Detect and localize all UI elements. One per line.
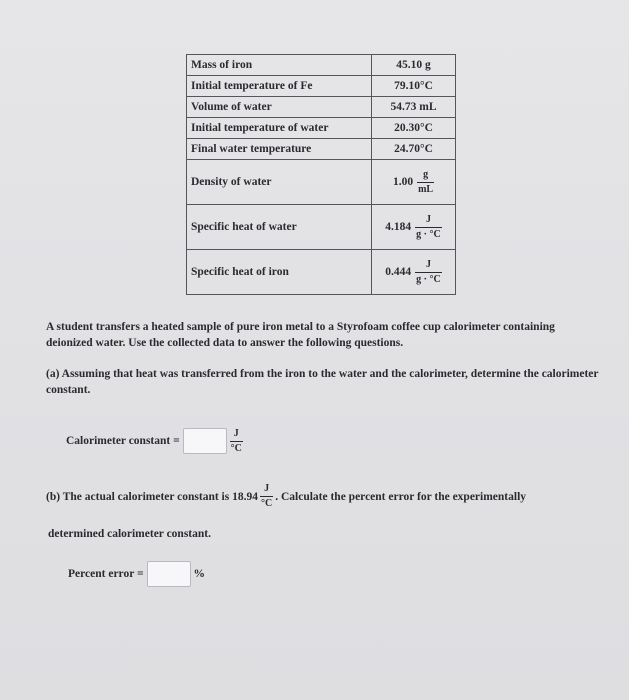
unit-fraction [230,429,243,454]
part-b-question [46,484,616,509]
table-row [187,55,456,76]
table-row-density [187,160,456,205]
unit-numerator: J [425,213,431,225]
calorimeter-constant-input[interactable] [183,428,227,454]
unit-denominator: °C [260,498,273,509]
table-row [187,139,456,160]
unit-denominator: mL [418,183,434,195]
row-value: 54.73 mL [372,97,456,118]
row-label: Final water temperature [187,139,372,160]
row-label: Specific heat of iron [187,250,372,295]
unit-fraction [260,484,273,509]
percent-error-row [68,561,205,587]
percent-unit: % [193,568,206,580]
row-value: 79.10°C [372,76,456,97]
row-label: Specific heat of water [187,205,372,250]
unit-denominator: g · °C [416,273,441,285]
unit-numerator: J [233,427,239,439]
row-label: Initial temperature of water [187,118,372,139]
data-table [186,54,456,295]
unit-fraction [415,260,442,285]
row-value: 24.70°C [372,139,456,160]
intro-paragraph: A student transfers a heated sample of pure iron metal to a Styrofoam coffee cup calorimeter containing deionized water. Use the collected data to answer the following questions. [46,321,555,349]
row-label: Density of water [187,160,372,205]
unit-fraction [415,215,442,240]
unit-denominator: g · °C [416,228,441,240]
part-b-text-cont: . Calculate the percent error for the experimentally [275,490,527,503]
table-row [187,97,456,118]
table-row-specific-heat-water [187,205,456,250]
part-a-question: (a) Assuming that heat was transferred from the iron to the water and the calorimeter, determine the calorimeter constant. [46,368,599,396]
value-number: 0.444 [385,266,412,278]
row-value [372,205,456,250]
value-number: 4.184 [385,221,412,233]
value-number: 1.00 [392,176,414,188]
row-value [372,250,456,295]
row-value [372,160,456,205]
percent-error-label: Percent error = [68,568,144,580]
specific-heat-water-value [385,215,441,240]
unit-fraction [417,170,434,195]
specific-heat-iron-value [385,260,441,285]
percent-error-input[interactable] [147,561,191,587]
part-b-question-line2: determined calorimeter constant. [48,528,211,540]
unit-numerator: J [264,483,270,494]
table-row-specific-heat-iron [187,250,456,295]
calorimeter-constant-row [66,428,243,454]
row-label: Volume of water [187,97,372,118]
table-row [187,118,456,139]
row-label: Initial temperature of Fe [187,76,372,97]
row-value: 45.10 g [372,55,456,76]
row-value: 20.30°C [372,118,456,139]
part-b-text: (b) The actual calorimeter constant is 18.94 [46,490,258,503]
table-row [187,76,456,97]
unit-numerator: J [425,258,431,270]
density-value [393,170,434,195]
row-label: Mass of iron [187,55,372,76]
unit-denominator: °C [230,442,242,454]
unit-numerator: g [423,168,429,180]
calorimeter-constant-label: Calorimeter constant = [66,435,180,447]
